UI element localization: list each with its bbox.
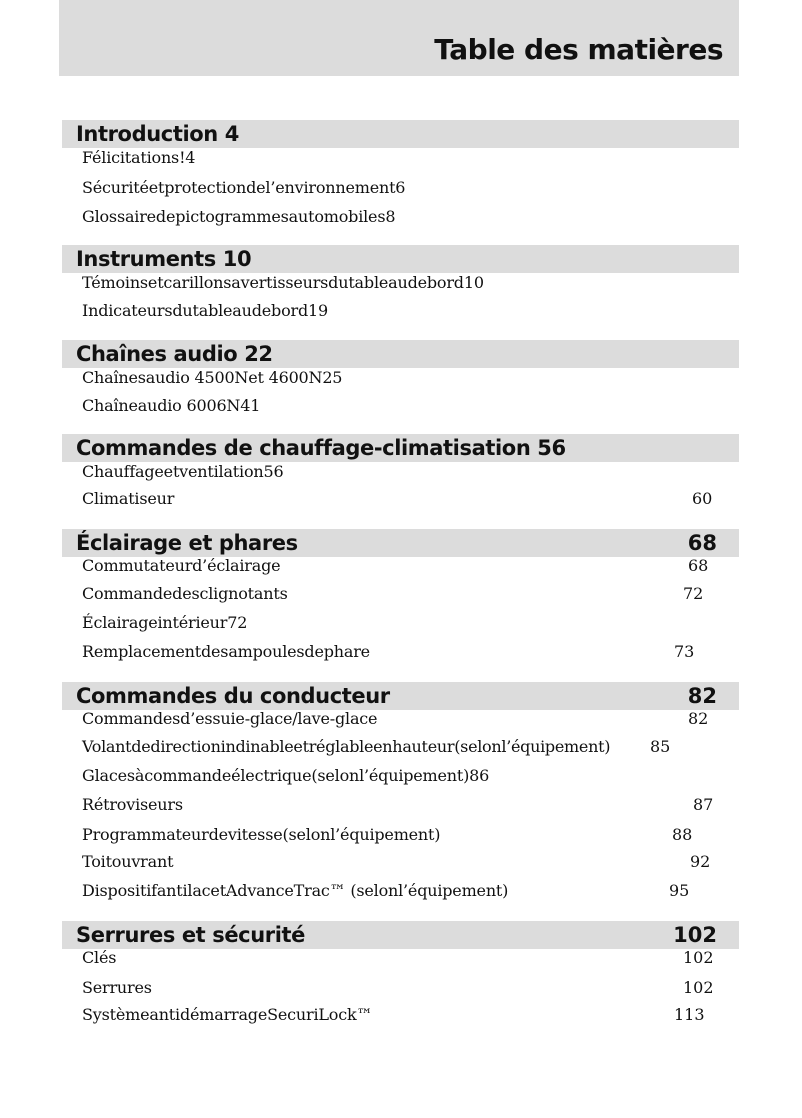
section-title: Éclairage et phares: [76, 531, 298, 555]
section-page-number: 68: [687, 531, 717, 555]
toc-entry[interactable]: Chaîneaudio 6006N41: [82, 396, 261, 415]
toc-section-audio[interactable]: [62, 340, 739, 368]
toc-entry[interactable]: Commandedesclignotants: [82, 584, 288, 603]
toc-section-introduction[interactable]: [62, 120, 739, 148]
toc-entry[interactable]: Indicateursdutableaudebord19: [82, 301, 328, 320]
entry-page-number: 102: [683, 948, 714, 967]
toc-entry[interactable]: Toitouvrant: [82, 852, 174, 871]
entry-page-number: 88: [672, 825, 693, 844]
toc-entry[interactable]: Serrures: [82, 978, 152, 997]
section-title: Chaînes audio 22: [76, 342, 273, 366]
entry-page-number: 102: [683, 978, 714, 997]
toc-entry[interactable]: Rétroviseurs: [82, 795, 183, 814]
toc-entry[interactable]: Commutateurd’éclairage: [82, 556, 281, 575]
entry-page-number: 87: [693, 795, 714, 814]
entry-page-number: 73: [674, 642, 695, 661]
entry-page-number: 72: [683, 584, 704, 603]
toc-entry[interactable]: Volantdedirectionindinableetréglableenhauteur(selonl’équipement): [82, 737, 611, 756]
toc-entry[interactable]: Glossairedepictogrammesautomobiles8: [82, 207, 396, 226]
toc-entry[interactable]: Félicitations!4: [82, 148, 196, 167]
toc-entry[interactable]: Témoinsetcarillonsavertisseursdutableaudebord10: [82, 273, 484, 292]
toc-section-climate[interactable]: [62, 434, 739, 462]
page-title: Table des matières: [434, 33, 723, 66]
toc-entry[interactable]: Sécuritéetprotectiondel’environnement6: [82, 178, 406, 197]
toc-entry[interactable]: Chauffageetventilation56: [82, 462, 284, 481]
entry-page-number: 68: [688, 556, 709, 575]
toc-entry[interactable]: Clés: [82, 948, 117, 967]
toc-entry[interactable]: SystèmeantidémarrageSecuriLock™: [82, 1005, 373, 1024]
entry-page-number: 85: [650, 737, 671, 756]
toc-section-locks-security[interactable]: [62, 921, 739, 949]
section-page-number: 102: [673, 923, 717, 947]
entry-page-number: 92: [690, 852, 711, 871]
toc-entry[interactable]: Remplacementdesampoulesdephare: [82, 642, 370, 661]
section-title: Commandes du conducteur: [76, 684, 390, 708]
page-header: [59, 0, 739, 76]
toc-entry[interactable]: Commandesd’essuie-glace/lave-glace: [82, 709, 378, 728]
entry-page-number: 95: [669, 881, 690, 900]
section-title: Introduction 4: [76, 122, 239, 146]
toc-entry[interactable]: DispositifantilacetAdvanceTrac™ (selonl’équipement): [82, 881, 509, 900]
toc-entry[interactable]: Éclairageintérieur72: [82, 613, 248, 632]
toc-section-instruments[interactable]: [62, 245, 739, 273]
toc-entry[interactable]: Climatiseur: [82, 489, 175, 508]
section-page-number: 82: [687, 684, 717, 708]
toc-entry[interactable]: Glacesàcommandeélectrique(selonl’équipement)86: [82, 766, 490, 785]
section-title: Serrures et sécurité: [76, 923, 306, 947]
section-title: Instruments 10: [76, 247, 252, 271]
entry-page-number: 82: [688, 709, 709, 728]
entry-page-number: 60: [692, 489, 713, 508]
section-title: Commandes de chauffage-climatisation 56: [76, 436, 566, 460]
toc-section-driver-controls[interactable]: [62, 682, 739, 710]
toc-section-lighting[interactable]: [62, 529, 739, 557]
entry-page-number: 113: [674, 1005, 705, 1024]
toc-entry[interactable]: Programmateurdevitesse(selonl’équipement): [82, 825, 441, 844]
toc-entry[interactable]: Chaînesaudio 4500Net 4600N25: [82, 368, 343, 387]
